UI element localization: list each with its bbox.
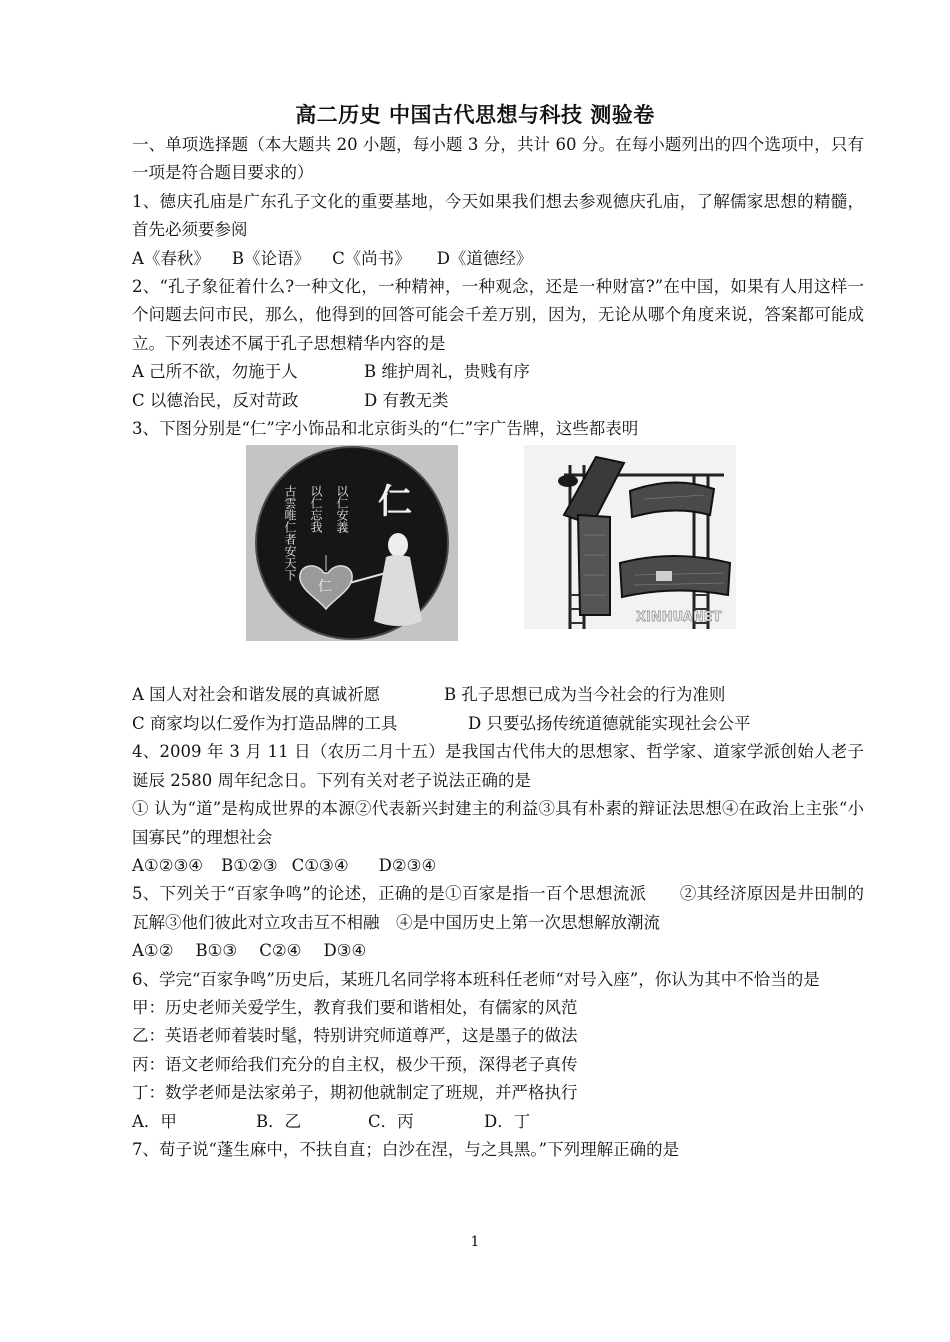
watermark-text: XINHUANET [636, 610, 722, 626]
option-c: C①③④ [291, 855, 349, 875]
option-a: A①② [132, 941, 174, 961]
question-6-line-jia: 甲：历史老师关爱学生，教育我们要和谐相处，有儒家的风范 [132, 997, 578, 1017]
ren-billboard-image [524, 445, 736, 629]
question-6-line-ding: 丁：数学老师是法家弟子，期初他就制定了班规，并严格执行 [132, 1083, 578, 1103]
option-d: D 只要弘扬传统道德就能实现社会公平 [468, 713, 751, 733]
option-a: A．甲 [132, 1111, 177, 1131]
option-c: C②④ [259, 941, 302, 961]
option-c: C．丙 [368, 1111, 414, 1131]
option-d: D②③④ [378, 855, 437, 875]
option-b: B 孔子思想已成为当今社会的行为准则 [444, 685, 726, 705]
page-title: 高二历史 中国古代思想与科技 测验卷 [295, 102, 655, 127]
question-1-options [132, 245, 864, 273]
question-6-stem: 6、学完“百家争鸣”历史后，某班几名同学将本班科任老师“对号入座”，你认为其中不恰当的是 [132, 969, 820, 989]
question-6-options [132, 1108, 864, 1136]
question-2-options-row2 [132, 387, 864, 415]
page-number: 1 [470, 1234, 480, 1250]
question-3-figures [132, 443, 864, 681]
option-a: A①②③④ [132, 855, 204, 875]
option-b: B 维护周礼，贵贱有序 [364, 362, 530, 382]
option-b: B《论语》 [231, 248, 311, 268]
option-a: A 己所不欲，勿施于人 [132, 362, 298, 382]
question-3-stem: 3、下图分别是“仁”字小饰品和北京街头的“仁”字广告牌，这些都表明 [132, 419, 639, 439]
option-b: B．乙 [256, 1111, 302, 1131]
section-heading: 一、单项选择题（本大题共 20 小题，每小题 3 分，共计 60 分。在每小题列出的四个选项中，只有一项是符合题目要求的） [132, 135, 864, 183]
option-a: A《春秋》 [132, 248, 210, 268]
ornament-col2: 以仁忘我 [309, 485, 323, 534]
question-3-options-row2 [132, 710, 864, 738]
question-body [132, 131, 864, 1164]
question-3-options-row1 [132, 681, 864, 709]
question-5-options [132, 937, 864, 965]
option-c: C《尚书》 [332, 248, 411, 268]
option-d: D③④ [323, 941, 367, 961]
question-2-options-row1 [132, 358, 864, 386]
ornament-col1: 以仁安義 [335, 485, 349, 534]
question-2-stem: 2、“孔子象征着什么?一种文化，一种精神，一种观念，还是一种财富?”在中国，如果有人用这样一个问题去问市民，那么，他得到的回答可能会千差万别，因为，无论从哪个角度来说，答案都可能成立。下列表述不属于孔子思想精华内容的是 [132, 277, 864, 353]
ren-ornament-image [246, 445, 458, 641]
question-6-line-bing: 丙：语文老师给我们充分的自主权，极少干预，深得老子真传 [132, 1054, 578, 1074]
question-1-stem: 1、德庆孔庙是广东孔子文化的重要基地，今天如果我们想去参观德庆孔庙，了解儒家思想的精髓，首先必须要参阅 [132, 191, 864, 240]
question-6-line-yi: 乙：英语老师着装时髦，特别讲究师道尊严，这是墨子的做法 [132, 1026, 578, 1046]
option-a: A 国人对社会和谐发展的真诚祈愿 [132, 685, 381, 705]
option-d: D 有教无类 [364, 390, 449, 410]
option-c: C 以德治民，反对苛政 [132, 390, 299, 410]
ornament-heart-char: 仁 [318, 579, 332, 596]
question-4-stem: 4、2009 年 3 月 11 日（农历二月十五）是我国古代伟大的思想家、哲学家、道家学派创始人老子诞辰 2580 周年纪念日。下列有关对老子说法正确的是 [132, 742, 864, 790]
question-7-stem: 7、荀子说“蓬生麻中，不扶自直；白沙在涅，与之具黑。”下列理解正确的是 [132, 1139, 680, 1159]
question-4-options [132, 852, 864, 880]
ornament-char: 仁 [378, 482, 412, 523]
ornament-col3: 古雲唯仁者安天下 [283, 485, 297, 582]
option-c: C 商家均以仁爱作为打造品牌的工具 [132, 713, 398, 733]
option-b: B①③ [195, 941, 238, 961]
option-d: D《道德经》 [436, 248, 533, 268]
option-b: B①②③ [221, 855, 278, 875]
option-d: D．丁 [484, 1111, 531, 1131]
question-4-items: ① 认为“道”是构成世界的本源②代表新兴封建主的利益③具有朴素的辩证法思想④在政治上主张“小国寡民”的理想社会 [132, 799, 864, 847]
question-5-stem: 5、下列关于“百家争鸣”的论述，正确的是①百家是指一百个思想流派 ②其经济原因是井田制的瓦解③他们彼此对立攻击互不相融 ④是中国历史上第一次思想解放潮流 [132, 884, 864, 932]
